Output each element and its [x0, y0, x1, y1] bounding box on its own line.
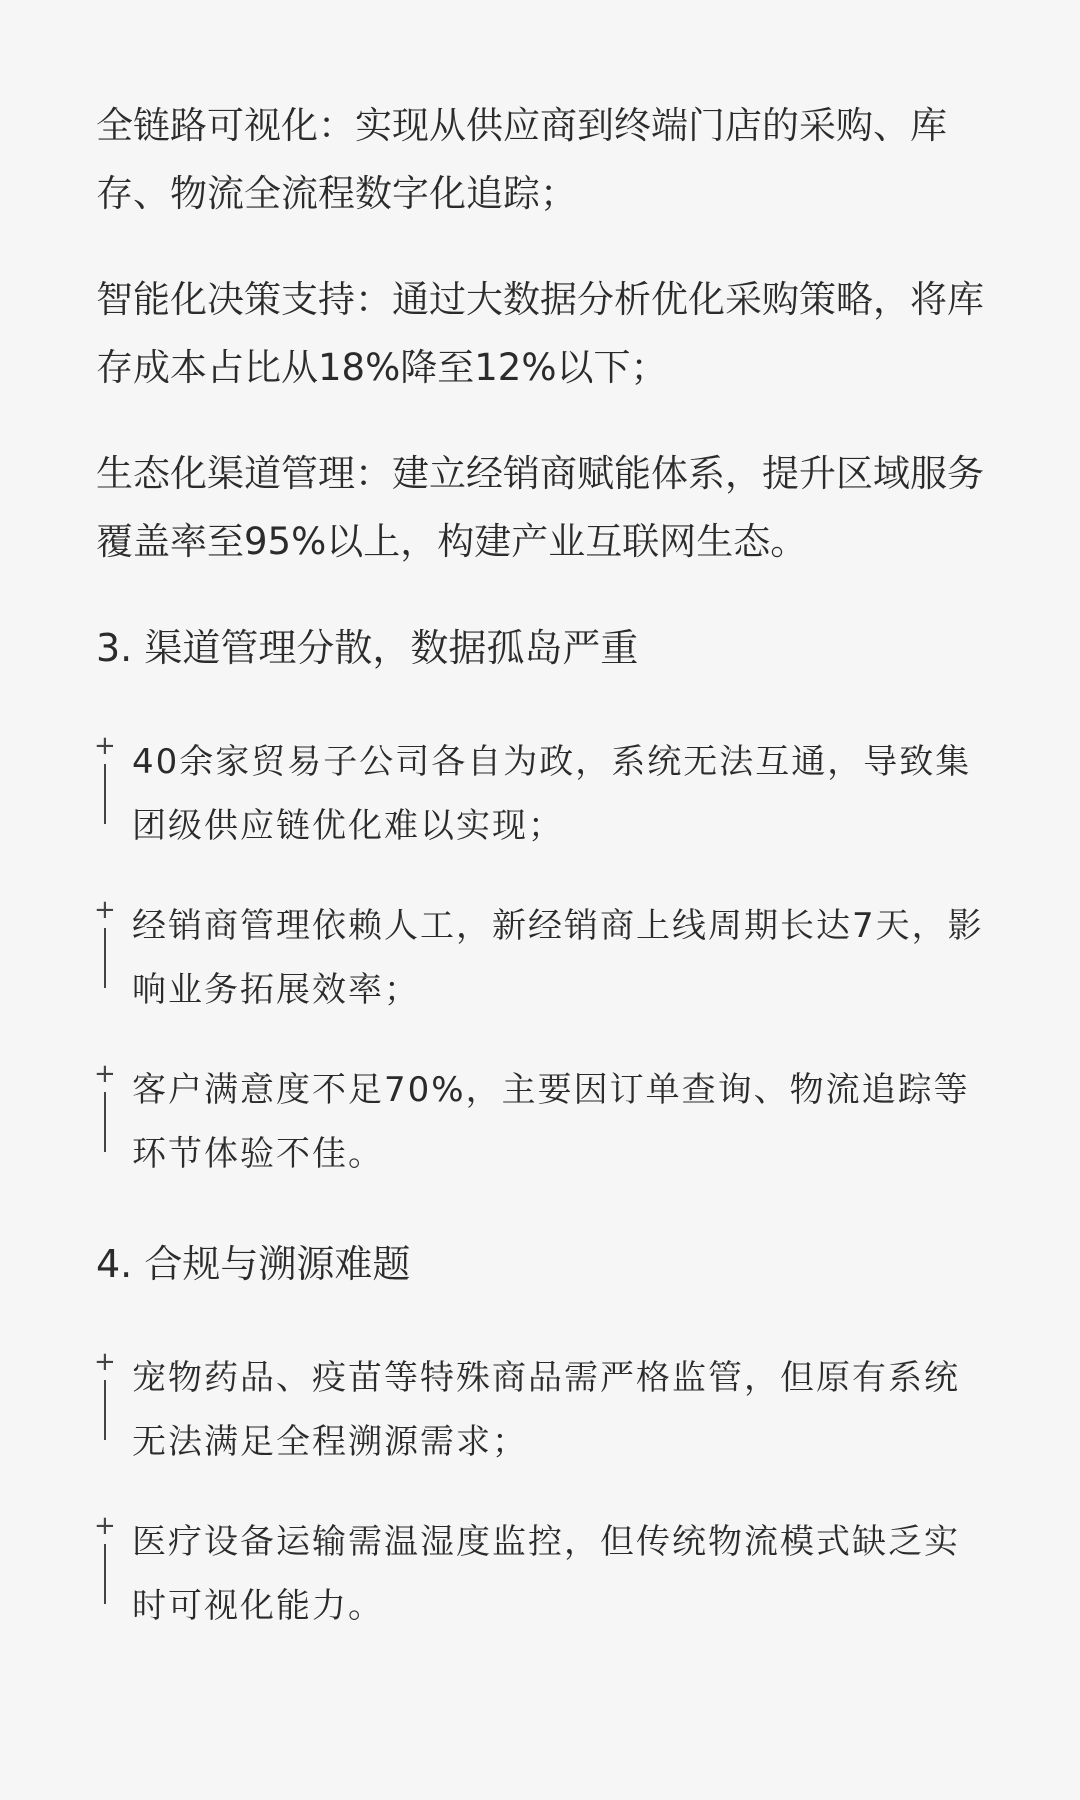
list-item-text: 40余家贸易子公司各自为政，系统无法互通，导致集团级供应链优化难以实现； [132, 742, 972, 846]
section-4-title: 4. 合规与溯源难题 [96, 1242, 411, 1286]
vertical-bar-icon [104, 764, 106, 824]
vertical-bar-icon [104, 928, 106, 988]
paragraph-channel-management: 生态化渠道管理：建立经销商赋能体系，提升区域服务覆盖率至95%以上，构建产业互联网生态。 [96, 452, 984, 563]
list-item [96, 1058, 984, 1186]
section-3-list [96, 730, 984, 1186]
list-item [96, 894, 984, 1022]
list-item-text: 客户满意度不足70%，主要因订单查询、物流追踪等环节体验不佳。 [132, 1070, 970, 1174]
list-item-text: 经销商管理依赖人工，新经销商上线周期长达7天，影响业务拓展效率； [132, 906, 984, 1010]
list-item-text: 医疗设备运输需温湿度监控，但传统物流模式缺乏实时可视化能力。 [132, 1522, 960, 1626]
plus-icon: + [94, 1511, 118, 1541]
list-item [96, 1510, 984, 1638]
plus-icon: + [94, 1059, 118, 1089]
list-item [96, 1346, 984, 1474]
plus-icon: + [94, 1347, 118, 1377]
paragraph-visualization: 全链路可视化：实现从供应商到终端门店的采购、库存、物流全流程数字化追踪； [96, 104, 947, 215]
plus-icon: + [94, 731, 118, 761]
section-3-title: 3. 渠道管理分散，数据孤岛严重 [96, 626, 639, 670]
vertical-bar-icon [104, 1380, 106, 1440]
paragraph-decision-support: 智能化决策支持：通过大数据分析优化采购策略，将库存成本占比从18%降至12%以下； [96, 278, 984, 389]
list-item [96, 730, 984, 858]
section-4-list [96, 1346, 984, 1638]
vertical-bar-icon [104, 1092, 106, 1152]
vertical-bar-icon [104, 1544, 106, 1604]
plus-icon: + [94, 895, 118, 925]
list-item-text: 宠物药品、疫苗等特殊商品需严格监管，但原有系统无法满足全程溯源需求； [132, 1358, 960, 1462]
